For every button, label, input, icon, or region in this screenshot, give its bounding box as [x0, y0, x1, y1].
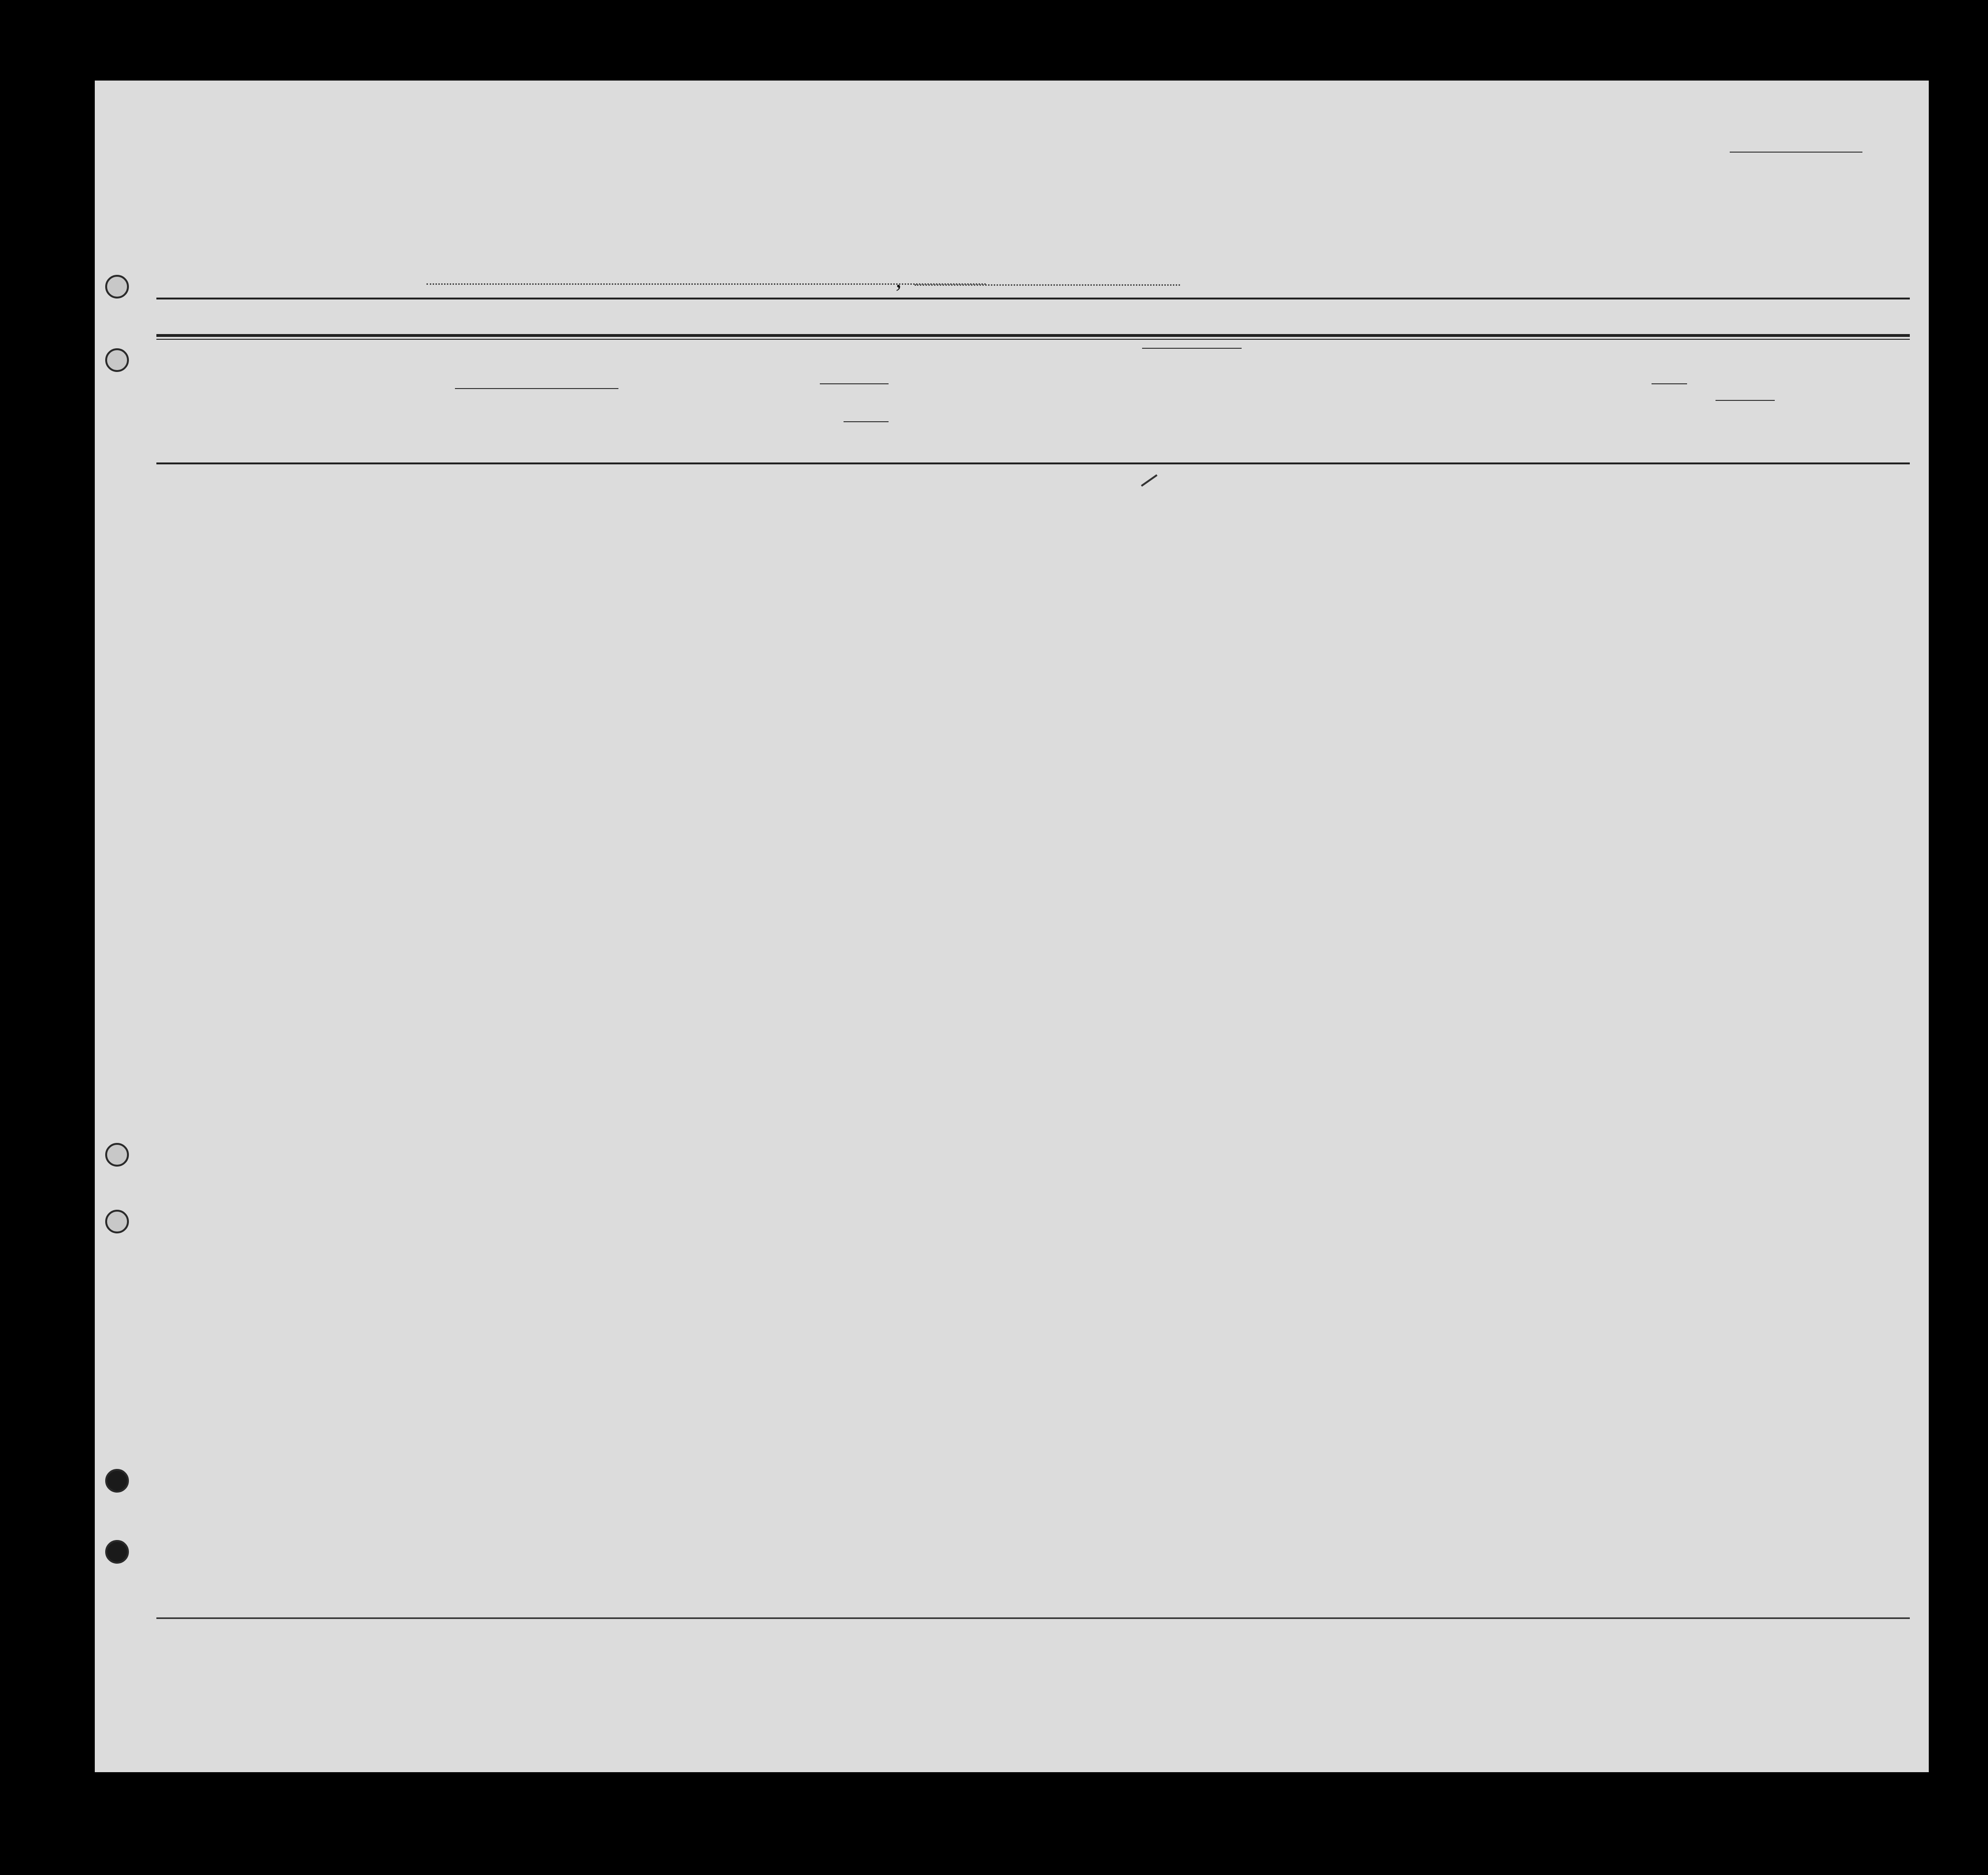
manifest-grid	[95, 81, 1929, 1772]
header-passage-paid	[645, 351, 720, 353]
manifest-sheet: ,	[95, 81, 1929, 1772]
